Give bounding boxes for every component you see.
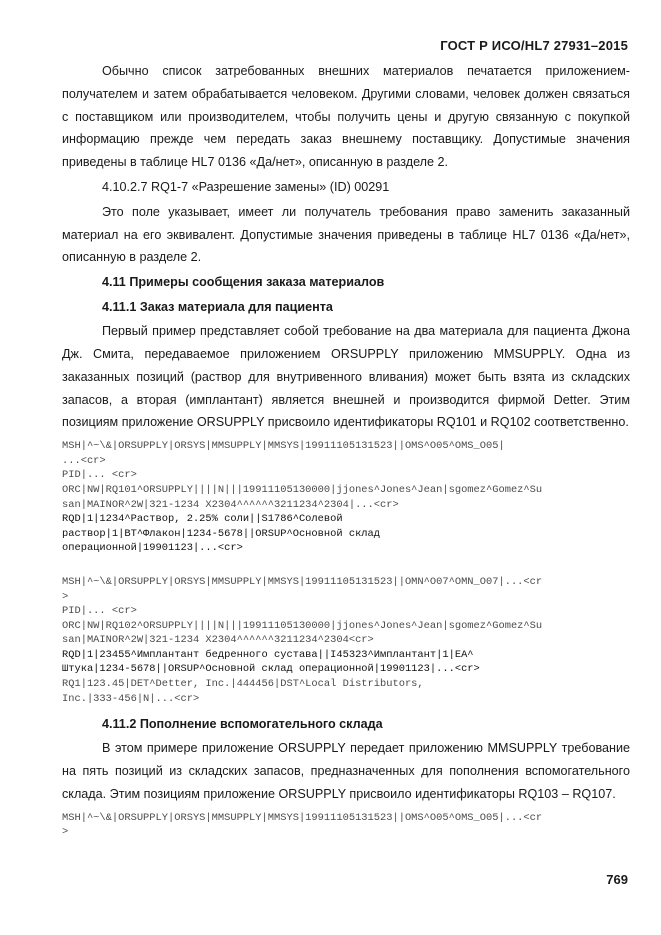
paragraph-external-materials: Обычно список затребованных внешних материалов печатается приложением-получателем и затем обрабатывается человеком. Другими словами, человек должен связаться с поставщиком или производителем, чтобы получить цены и другую связанную с покупкой информацию прежде чем передать заказ внешнему поставщику. Допустимые значения приведены в таблице HL7 0136 «Да/нет», описанную в разделе 2.	[62, 64, 630, 170]
subsection-heading-4-11-2: 4.11.2 Пополнение вспомогательного склада	[102, 717, 383, 732]
code-line: операционной|19901123|...<cr>	[62, 542, 243, 555]
code-line: ORC|NW|RQ101^ORSUPPLY||||N|||19911105130000|jjones^Jones^Jean|sgomez^Gomez^Su	[62, 483, 543, 496]
code-line: ORC|NW|RQ102^ORSUPPLY||||N|||19911105130000|jjones^Jones^Jean|sgomez^Gomez^Su	[62, 619, 543, 632]
code-line: RQD|1|1234^Раствор, 2.25% соли||S1786^Солевой	[62, 513, 343, 526]
code-line: раствор|1|BT^Флакон|1234-5678||ORSUP^Основной склад	[62, 527, 381, 540]
paragraph-replenishment: В этом примере приложение ORSUPPLY передает приложению MMSUPPLY требование на пять позиций из складских запасов, предназначенных для пополнения вспомогательного склада. Этим позициям приложение ORSUPPLY присвоило идентификаторы RQ103 – RQ107.	[62, 741, 630, 801]
page-body	[62, 60, 630, 844]
code-line: ...<cr>	[62, 454, 106, 467]
section-heading-4-11: 4.11 Примеры сообщения заказа материалов	[102, 275, 385, 290]
code-line: san|MAINOR^2W|321-1234 X2304^^^^^^3211234^2304|...<cr>	[62, 498, 399, 511]
paragraph-substitution: Это поле указывает, имеет ли получатель требования право заменить заказанный материал на его эквивалент. Допустимые значения приведены в таблице HL7 0136 «Да/нет», описанную в разделе 2.	[62, 204, 630, 265]
code-block-omn-message	[62, 575, 630, 706]
code-line: >	[62, 590, 69, 603]
code-line: RQD|1|23455^Имплантант бедренного сустава||I45323^Имплантант|1|EA^	[62, 648, 474, 661]
code-line: MSH|^~\&|ORSUPPLY|ORSYS|MMSUPPLY|MMSYS|19911105131523||OMS^O05^OMS_O05|...<cr	[62, 811, 543, 824]
code-line: san|MAINOR^2W|321-1234 X2304^^^^^^3211234^2304<cr>	[62, 634, 374, 647]
page-number: 769	[606, 872, 628, 887]
code-line: RQ1|123.45|DET^Detter, Inc.|444456|DST^Local Distributors,	[62, 678, 424, 691]
code-line: Inc.|333-456|N|...<cr>	[62, 692, 200, 705]
code-line: PID|... <cr>	[62, 469, 137, 482]
subsection-heading-4-11-1: 4.11.1 Заказ материала для пациента	[102, 300, 333, 315]
code-line: Штука|1234-5678||ORSUP^Основной склад операционной|19901123|...<cr>	[62, 663, 480, 676]
paragraph-first-example: Первый пример представляет собой требование на два материала для пациента Джона Дж. Смита, передаваемое приложением ORSUPPLY приложению MMSUPPLY. Одна из заказанных позиций (раствор для внутривенного вливания) может быть взята из складских запасов, а вторая (имплантант) является внешней и производится фирмой Detter. Этим позициям приложение ORSUPPLY присвоило идентификаторы RQ101 и RQ102 соответственно.	[62, 324, 630, 430]
code-line: >	[62, 826, 69, 839]
code-line: MSH|^~\&|ORSUPPLY|ORSYS|MMSUPPLY|MMSYS|19911105131523||OMN^O07^OMN_O07|...<cr	[62, 575, 543, 588]
document-header: ГОСТ Р ИСО/HL7 27931–2015	[440, 38, 628, 53]
code-line: PID|... <cr>	[62, 605, 137, 618]
code-block-oms-message	[62, 439, 630, 556]
code-line: MSH|^~\&|ORSUPPLY|ORSYS|MMSUPPLY|MMSYS|19911105131523||OMS^O05^OMS_O05|	[62, 440, 505, 453]
code-block-replenishment	[62, 811, 630, 840]
field-heading-rq1-7: 4.10.2.7 RQ1-7 «Разрешение замены» (ID) 00291	[102, 179, 390, 194]
